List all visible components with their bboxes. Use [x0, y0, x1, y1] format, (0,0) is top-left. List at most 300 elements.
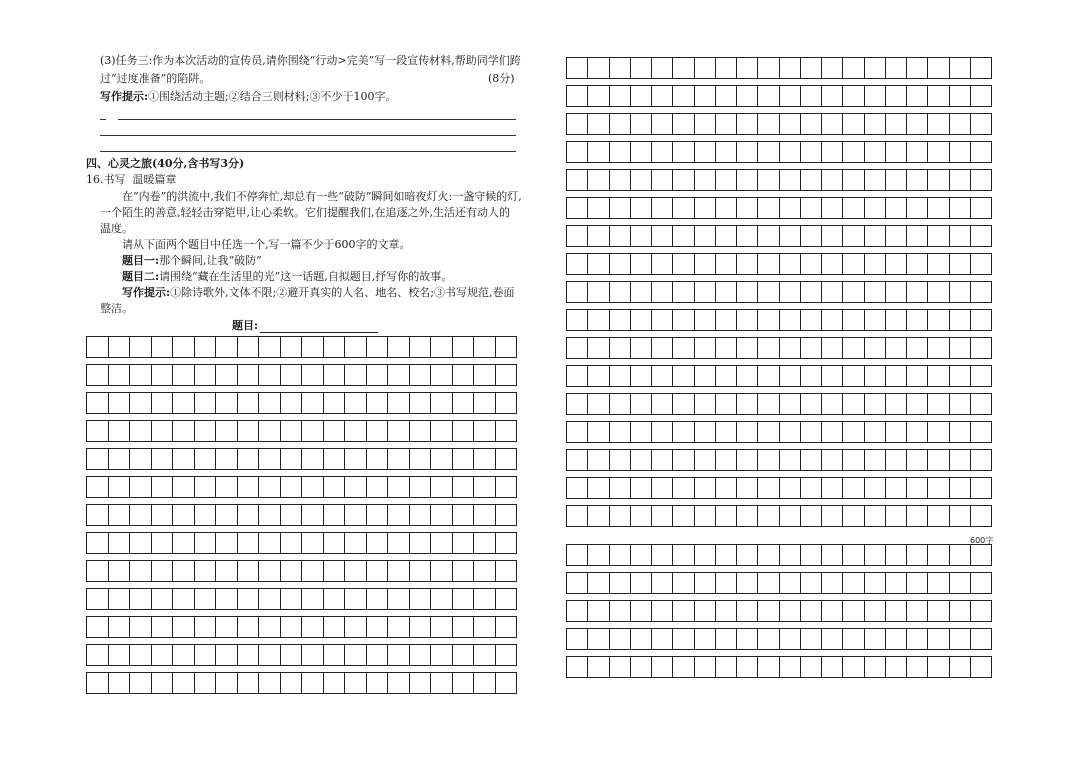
grid-cell[interactable] [130, 673, 152, 693]
grid-cell[interactable] [130, 365, 152, 385]
grid-cell[interactable] [453, 645, 475, 665]
grid-cell[interactable] [302, 645, 324, 665]
grid-cell[interactable] [780, 657, 801, 677]
grid-cell[interactable] [238, 421, 260, 441]
grid-cell[interactable] [673, 142, 694, 162]
grid-cell[interactable] [886, 657, 907, 677]
grid-cell[interactable] [281, 561, 303, 581]
grid-cell[interactable] [695, 545, 716, 565]
grid-cell[interactable] [631, 629, 652, 649]
grid-cell[interactable] [907, 545, 928, 565]
grid-cell[interactable] [195, 561, 217, 581]
grid-cell[interactable] [238, 673, 260, 693]
grid-cell[interactable] [971, 478, 992, 498]
grid-cell[interactable] [801, 506, 822, 526]
grid-cell[interactable] [780, 170, 801, 190]
grid-cell[interactable] [801, 478, 822, 498]
grid-cell[interactable] [758, 58, 779, 78]
grid-cell[interactable] [695, 601, 716, 621]
grid-cell[interactable] [822, 254, 843, 274]
grid-cell[interactable] [716, 114, 737, 134]
grid-cell[interactable] [780, 338, 801, 358]
grid-cell[interactable] [588, 629, 609, 649]
grid-cell[interactable] [453, 393, 475, 413]
grid-cell[interactable] [971, 142, 992, 162]
grid-cell[interactable] [737, 170, 758, 190]
grid-cell[interactable] [865, 450, 886, 470]
grid-cell[interactable] [950, 114, 971, 134]
grid-cell[interactable] [152, 365, 174, 385]
grid-cell[interactable] [716, 282, 737, 302]
grid-cell[interactable] [928, 450, 949, 470]
grid-cell[interactable] [865, 254, 886, 274]
grid-cell[interactable] [673, 86, 694, 106]
grid-cell[interactable] [281, 505, 303, 525]
grid-cell[interactable] [886, 170, 907, 190]
grid-cell[interactable] [474, 589, 496, 609]
grid-cell[interactable] [673, 657, 694, 677]
grid-cell[interactable] [907, 573, 928, 593]
grid-cell[interactable] [737, 254, 758, 274]
grid-cell[interactable] [737, 545, 758, 565]
grid-cell[interactable] [950, 58, 971, 78]
grid-cell[interactable] [216, 673, 238, 693]
grid-cell[interactable] [588, 114, 609, 134]
grid-cell[interactable] [971, 254, 992, 274]
grid-cell[interactable] [345, 421, 367, 441]
grid-cell[interactable] [87, 589, 109, 609]
grid-cell[interactable] [345, 533, 367, 553]
grid-cell[interactable] [801, 142, 822, 162]
grid-cell[interactable] [673, 58, 694, 78]
grid-cell[interactable] [259, 337, 281, 357]
grid-cell[interactable] [324, 673, 346, 693]
grid-cell[interactable] [87, 337, 109, 357]
grid-cell[interactable] [302, 561, 324, 581]
grid-cell[interactable] [950, 282, 971, 302]
grid-cell[interactable] [695, 506, 716, 526]
grid-cell[interactable] [801, 394, 822, 414]
grid-cell[interactable] [780, 422, 801, 442]
grid-cell[interactable] [631, 450, 652, 470]
grid-cell[interactable] [758, 338, 779, 358]
grid-cell[interactable] [259, 673, 281, 693]
grid-cell[interactable] [216, 645, 238, 665]
grid-cell[interactable] [652, 58, 673, 78]
grid-cell[interactable] [865, 366, 886, 386]
grid-cell[interactable] [410, 365, 432, 385]
grid-cell[interactable] [865, 545, 886, 565]
grid-cell[interactable] [971, 545, 992, 565]
grid-cell[interactable] [758, 506, 779, 526]
grid-cell[interactable] [631, 198, 652, 218]
grid-cell[interactable] [588, 198, 609, 218]
grid-cell[interactable] [631, 366, 652, 386]
grid-cell[interactable] [216, 505, 238, 525]
grid-cell[interactable] [152, 533, 174, 553]
grid-cell[interactable] [928, 226, 949, 246]
grid-cell[interactable] [281, 533, 303, 553]
grid-cell[interactable] [928, 366, 949, 386]
grid-cell[interactable] [631, 114, 652, 134]
grid-cell[interactable] [822, 198, 843, 218]
grid-cell[interactable] [302, 617, 324, 637]
grid-cell[interactable] [87, 645, 109, 665]
grid-cell[interactable] [195, 449, 217, 469]
grid-cell[interactable] [716, 86, 737, 106]
grid-cell[interactable] [971, 338, 992, 358]
grid-cell[interactable] [843, 338, 864, 358]
grid-cell[interactable] [780, 573, 801, 593]
grid-cell[interactable] [431, 393, 453, 413]
grid-cell[interactable] [928, 545, 949, 565]
grid-cell[interactable] [695, 254, 716, 274]
grid-cell[interactable] [822, 310, 843, 330]
grid-cell[interactable] [496, 645, 518, 665]
grid-cell[interactable] [907, 366, 928, 386]
grid-cell[interactable] [865, 478, 886, 498]
grid-cell[interactable] [367, 393, 389, 413]
grid-cell[interactable] [971, 629, 992, 649]
grid-cell[interactable] [801, 198, 822, 218]
grid-cell[interactable] [865, 601, 886, 621]
grid-cell[interactable] [631, 422, 652, 442]
grid-cell[interactable] [971, 282, 992, 302]
grid-cell[interactable] [843, 573, 864, 593]
grid-cell[interactable] [410, 421, 432, 441]
grid-cell[interactable] [652, 506, 673, 526]
grid-cell[interactable] [801, 422, 822, 442]
grid-cell[interactable] [281, 645, 303, 665]
grid-cell[interactable] [780, 450, 801, 470]
grid-cell[interactable] [238, 589, 260, 609]
grid-cell[interactable] [173, 617, 195, 637]
grid-cell[interactable] [567, 142, 588, 162]
grid-cell[interactable] [567, 254, 588, 274]
grid-cell[interactable] [865, 573, 886, 593]
grid-cell[interactable] [801, 58, 822, 78]
grid-cell[interactable] [758, 478, 779, 498]
grid-cell[interactable] [716, 573, 737, 593]
grid-cell[interactable] [737, 366, 758, 386]
grid-cell[interactable] [652, 478, 673, 498]
grid-cell[interactable] [673, 254, 694, 274]
grid-cell[interactable] [216, 533, 238, 553]
grid-cell[interactable] [431, 561, 453, 581]
grid-cell[interactable] [652, 86, 673, 106]
grid-cell[interactable] [971, 226, 992, 246]
grid-cell[interactable] [324, 449, 346, 469]
grid-cell[interactable] [716, 657, 737, 677]
grid-cell[interactable] [496, 365, 518, 385]
grid-cell[interactable] [173, 589, 195, 609]
grid-cell[interactable] [259, 589, 281, 609]
grid-cell[interactable] [801, 254, 822, 274]
grid-cell[interactable] [302, 477, 324, 497]
grid-cell[interactable] [907, 170, 928, 190]
grid-cell[interactable] [173, 505, 195, 525]
grid-cell[interactable] [324, 365, 346, 385]
grid-cell[interactable] [610, 573, 631, 593]
grid-cell[interactable] [496, 589, 518, 609]
grid-cell[interactable] [610, 394, 631, 414]
grid-cell[interactable] [567, 366, 588, 386]
grid-cell[interactable] [801, 657, 822, 677]
grid-cell[interactable] [971, 601, 992, 621]
grid-cell[interactable] [695, 657, 716, 677]
grid-cell[interactable] [822, 338, 843, 358]
grid-cell[interactable] [652, 198, 673, 218]
grid-cell[interactable] [822, 58, 843, 78]
grid-cell[interactable] [737, 226, 758, 246]
grid-cell[interactable] [216, 393, 238, 413]
grid-cell[interactable] [388, 449, 410, 469]
grid-cell[interactable] [453, 505, 475, 525]
grid-cell[interactable] [610, 478, 631, 498]
grid-cell[interactable] [474, 393, 496, 413]
grid-cell[interactable] [109, 421, 131, 441]
grid-cell[interactable] [496, 505, 518, 525]
writing-grid-right-bottom[interactable] [566, 544, 992, 684]
grid-cell[interactable] [109, 505, 131, 525]
grid-cell[interactable] [610, 450, 631, 470]
grid-cell[interactable] [453, 337, 475, 357]
grid-cell[interactable] [865, 394, 886, 414]
grid-cell[interactable] [281, 589, 303, 609]
grid-cell[interactable] [109, 533, 131, 553]
grid-cell[interactable] [780, 198, 801, 218]
grid-cell[interactable] [238, 561, 260, 581]
grid-cell[interactable] [388, 533, 410, 553]
grid-cell[interactable] [410, 449, 432, 469]
grid-cell[interactable] [950, 573, 971, 593]
grid-cell[interactable] [758, 422, 779, 442]
grid-cell[interactable] [758, 114, 779, 134]
grid-cell[interactable] [388, 477, 410, 497]
grid-cell[interactable] [673, 573, 694, 593]
grid-cell[interactable] [801, 282, 822, 302]
grid-cell[interactable] [971, 506, 992, 526]
grid-cell[interactable] [588, 58, 609, 78]
grid-cell[interactable] [673, 506, 694, 526]
grid-cell[interactable] [652, 422, 673, 442]
grid-cell[interactable] [928, 282, 949, 302]
grid-cell[interactable] [109, 365, 131, 385]
grid-cell[interactable] [950, 450, 971, 470]
grid-cell[interactable] [843, 142, 864, 162]
grid-cell[interactable] [453, 589, 475, 609]
grid-cell[interactable] [281, 617, 303, 637]
grid-cell[interactable] [907, 450, 928, 470]
grid-cell[interactable] [907, 506, 928, 526]
grid-cell[interactable] [388, 589, 410, 609]
grid-cell[interactable] [822, 86, 843, 106]
grid-cell[interactable] [588, 338, 609, 358]
grid-cell[interactable] [886, 573, 907, 593]
grid-cell[interactable] [238, 337, 260, 357]
essay-title-blank[interactable] [260, 321, 378, 333]
grid-cell[interactable] [367, 561, 389, 581]
grid-cell[interactable] [843, 226, 864, 246]
grid-cell[interactable] [673, 601, 694, 621]
grid-cell[interactable] [801, 450, 822, 470]
grid-cell[interactable] [588, 282, 609, 302]
grid-cell[interactable] [907, 310, 928, 330]
grid-cell[interactable] [588, 142, 609, 162]
grid-cell[interactable] [610, 254, 631, 274]
grid-cell[interactable] [388, 393, 410, 413]
grid-cell[interactable] [109, 645, 131, 665]
grid-cell[interactable] [152, 645, 174, 665]
grid-cell[interactable] [673, 450, 694, 470]
grid-cell[interactable] [843, 478, 864, 498]
grid-cell[interactable] [886, 478, 907, 498]
grid-cell[interactable] [567, 657, 588, 677]
grid-cell[interactable] [367, 589, 389, 609]
grid-cell[interactable] [928, 170, 949, 190]
grid-cell[interactable] [610, 198, 631, 218]
grid-cell[interactable] [737, 657, 758, 677]
grid-cell[interactable] [758, 629, 779, 649]
grid-cell[interactable] [950, 142, 971, 162]
grid-cell[interactable] [907, 629, 928, 649]
grid-cell[interactable] [801, 629, 822, 649]
grid-cell[interactable] [822, 366, 843, 386]
grid-cell[interactable] [130, 449, 152, 469]
grid-cell[interactable] [907, 226, 928, 246]
grid-cell[interactable] [281, 365, 303, 385]
grid-cell[interactable] [453, 617, 475, 637]
writing-grid-left[interactable] [86, 336, 517, 700]
grid-cell[interactable] [631, 226, 652, 246]
grid-cell[interactable] [673, 310, 694, 330]
grid-cell[interactable] [388, 673, 410, 693]
grid-cell[interactable] [87, 365, 109, 385]
grid-cell[interactable] [631, 58, 652, 78]
grid-cell[interactable] [758, 366, 779, 386]
grid-cell[interactable] [610, 226, 631, 246]
grid-cell[interactable] [822, 394, 843, 414]
grid-cell[interactable] [801, 170, 822, 190]
grid-cell[interactable] [216, 477, 238, 497]
grid-cell[interactable] [388, 617, 410, 637]
grid-cell[interactable] [631, 478, 652, 498]
grid-cell[interactable] [588, 86, 609, 106]
grid-cell[interactable] [410, 589, 432, 609]
grid-cell[interactable] [610, 114, 631, 134]
grid-cell[interactable] [758, 310, 779, 330]
grid-cell[interactable] [928, 114, 949, 134]
grid-cell[interactable] [474, 561, 496, 581]
grid-cell[interactable] [886, 198, 907, 218]
grid-cell[interactable] [567, 573, 588, 593]
grid-cell[interactable] [259, 421, 281, 441]
grid-cell[interactable] [610, 86, 631, 106]
grid-cell[interactable] [87, 421, 109, 441]
grid-cell[interactable] [238, 449, 260, 469]
grid-cell[interactable] [716, 142, 737, 162]
grid-cell[interactable] [567, 310, 588, 330]
grid-cell[interactable] [801, 310, 822, 330]
grid-cell[interactable] [567, 394, 588, 414]
grid-cell[interactable] [216, 617, 238, 637]
grid-cell[interactable] [152, 421, 174, 441]
grid-cell[interactable] [302, 365, 324, 385]
grid-cell[interactable] [474, 477, 496, 497]
grid-cell[interactable] [843, 394, 864, 414]
grid-cell[interactable] [971, 657, 992, 677]
grid-cell[interactable] [345, 477, 367, 497]
essay-title-field[interactable] [232, 319, 378, 333]
grid-cell[interactable] [716, 450, 737, 470]
grid-cell[interactable] [695, 226, 716, 246]
grid-cell[interactable] [216, 421, 238, 441]
grid-cell[interactable] [971, 394, 992, 414]
grid-cell[interactable] [737, 601, 758, 621]
grid-cell[interactable] [367, 421, 389, 441]
grid-cell[interactable] [410, 477, 432, 497]
grid-cell[interactable] [281, 421, 303, 441]
grid-cell[interactable] [216, 561, 238, 581]
grid-cell[interactable] [631, 545, 652, 565]
grid-cell[interactable] [950, 478, 971, 498]
grid-cell[interactable] [87, 561, 109, 581]
grid-cell[interactable] [367, 337, 389, 357]
grid-cell[interactable] [865, 170, 886, 190]
grid-cell[interactable] [238, 477, 260, 497]
grid-cell[interactable] [631, 282, 652, 302]
grid-cell[interactable] [453, 533, 475, 553]
grid-cell[interactable] [610, 629, 631, 649]
grid-cell[interactable] [216, 589, 238, 609]
grid-cell[interactable] [758, 657, 779, 677]
grid-cell[interactable] [388, 365, 410, 385]
grid-cell[interactable] [886, 601, 907, 621]
grid-cell[interactable] [259, 393, 281, 413]
grid-cell[interactable] [780, 114, 801, 134]
grid-cell[interactable] [130, 421, 152, 441]
grid-cell[interactable] [109, 477, 131, 497]
grid-cell[interactable] [238, 617, 260, 637]
grid-cell[interactable] [801, 114, 822, 134]
grid-cell[interactable] [928, 629, 949, 649]
grid-cell[interactable] [737, 394, 758, 414]
grid-cell[interactable] [631, 601, 652, 621]
grid-cell[interactable] [801, 545, 822, 565]
grid-cell[interactable] [610, 366, 631, 386]
grid-cell[interactable] [695, 58, 716, 78]
grid-cell[interactable] [410, 393, 432, 413]
grid-cell[interactable] [928, 142, 949, 162]
grid-cell[interactable] [152, 337, 174, 357]
grid-cell[interactable] [567, 282, 588, 302]
grid-cell[interactable] [822, 142, 843, 162]
grid-cell[interactable] [173, 561, 195, 581]
grid-cell[interactable] [610, 506, 631, 526]
grid-cell[interactable] [610, 58, 631, 78]
grid-cell[interactable] [130, 533, 152, 553]
grid-cell[interactable] [109, 393, 131, 413]
grid-cell[interactable] [673, 170, 694, 190]
grid-cell[interactable] [152, 673, 174, 693]
grid-cell[interactable] [130, 337, 152, 357]
grid-cell[interactable] [496, 533, 518, 553]
grid-cell[interactable] [716, 629, 737, 649]
grid-cell[interactable] [780, 545, 801, 565]
grid-cell[interactable] [695, 170, 716, 190]
grid-cell[interactable] [588, 657, 609, 677]
grid-cell[interactable] [152, 505, 174, 525]
